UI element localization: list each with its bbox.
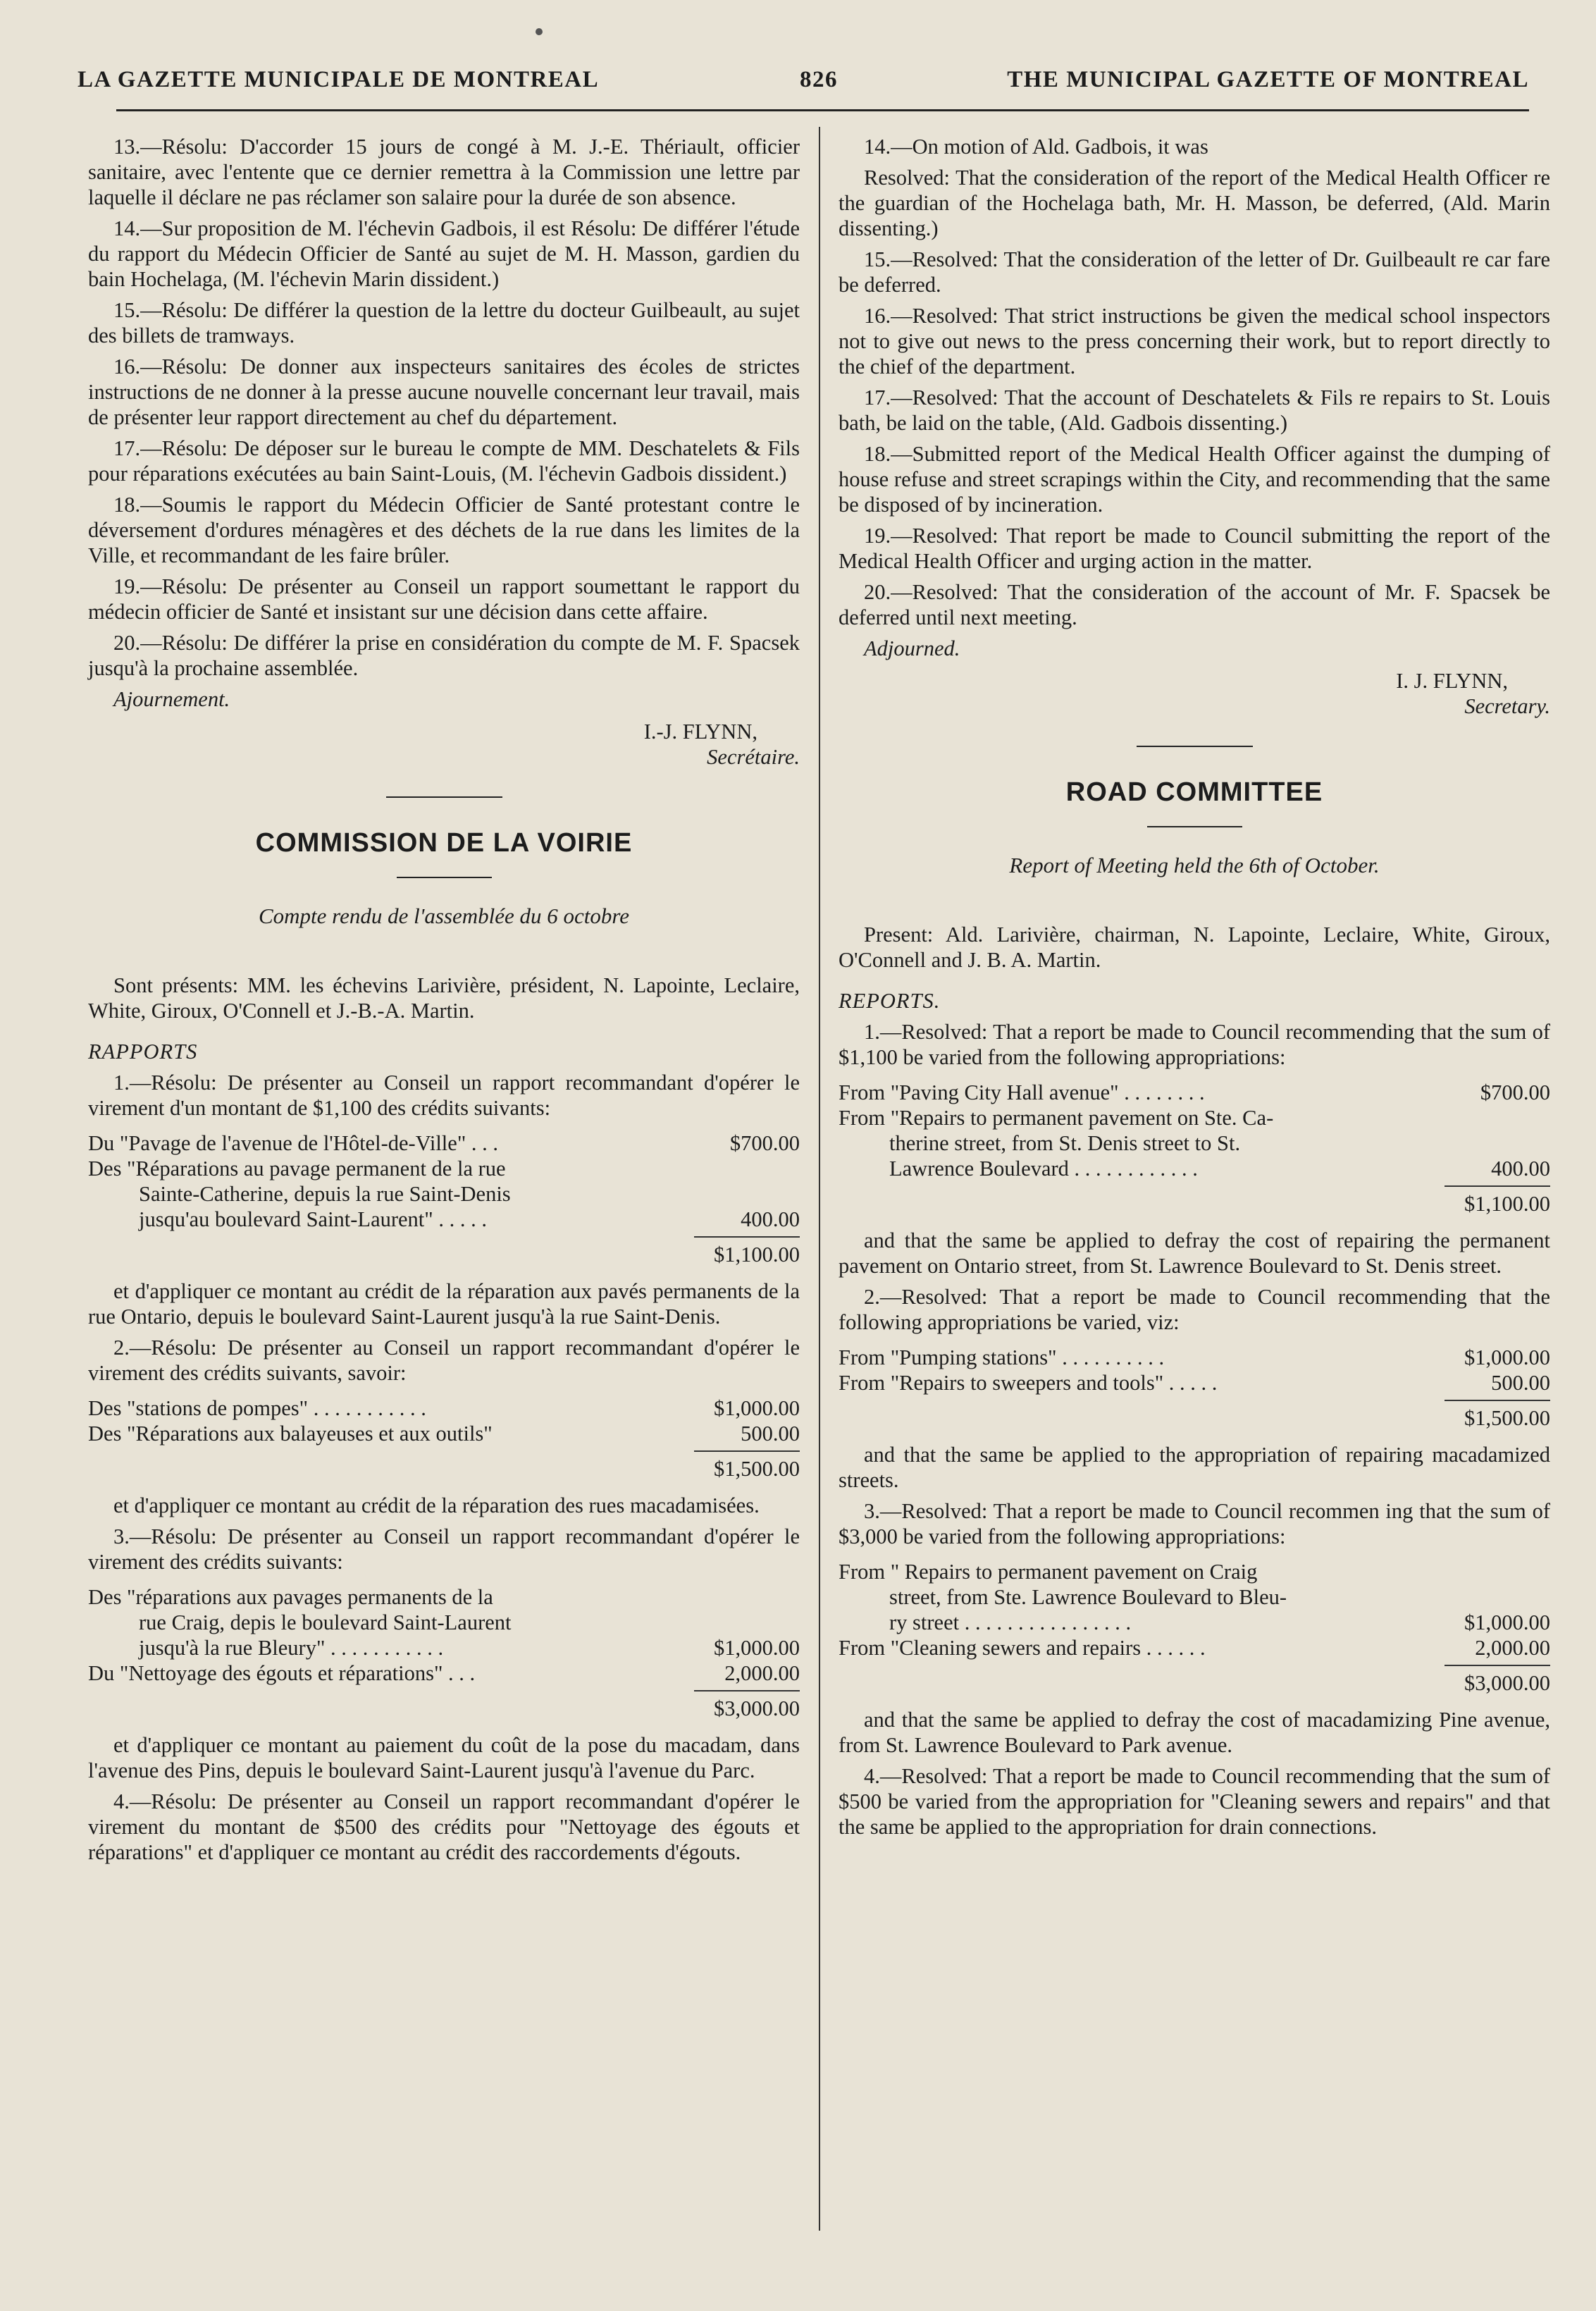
appropriation-ledger — [839, 1080, 1550, 1216]
ledger-item: Des "stations de pompes" . . . . . . . . . . . — [88, 1396, 426, 1420]
section-heading: COMMISSION DE LA VOIRIE — [255, 828, 633, 858]
paragraph: 19.—Résolu: De présenter au Conseil un rapport soumettant le rapport du médecin officier de Santé et insistant sur une décision dans cette affaire. — [88, 574, 800, 624]
meeting-subheading: Report of Meeting held the 6th of October. — [1009, 853, 1380, 877]
ledger-item: From "Repairs to permanent pavement on Ste. Ca- — [839, 1106, 1274, 1130]
ledger-amount: $1,000.00 — [1464, 1610, 1550, 1634]
ledger-row — [88, 1130, 800, 1156]
page-number: 826 — [800, 67, 838, 92]
paragraph: 15.—Résolu: De différer la question de la lettre du docteur Guilbeault, au sujet des billets de tramways. — [88, 298, 800, 347]
ledger-row — [88, 1610, 800, 1635]
resolution: 1.—Résolu: De présenter au Conseil un rapport recommandant d'opérer le virement d'un montant de $1,100 des crédits suivants: — [88, 1071, 800, 1120]
ledger-total: $1,500.00 — [1464, 1406, 1550, 1430]
ledger-row — [839, 1105, 1550, 1130]
attendance: Present: Ald. Larivière, chairman, N. Lapointe, Leclaire, White, Giroux, O'Connell and J. B. A. Martin. — [839, 923, 1550, 972]
paragraph: 18.—Submitted report of the Medical Health Officer against the dumping of house refuse and street scrapings within the City, and recommending that the same be disposed of by incineration. — [839, 442, 1550, 517]
french-column — [88, 134, 800, 1871]
ledger-total: $3,000.00 — [714, 1696, 800, 1720]
english-column — [839, 134, 1550, 1845]
ledger-item: jusqu'à la rue Bleury" . . . . . . . . . . . — [139, 1636, 444, 1660]
signature — [88, 719, 800, 770]
ledger-item: rue Craig, depis le boulevard Saint-Laurent — [139, 1610, 512, 1634]
paragraph: 20.—Résolu: De différer la prise en considération du compte de M. F. Spacsek jusqu'à la prochaine assemblée. — [88, 631, 800, 680]
ledger-row — [839, 1559, 1550, 1584]
ledger-item: From " Repairs to permanent pavement on Craig — [839, 1560, 1258, 1584]
appropriation-ledger — [839, 1559, 1550, 1696]
heading-rule — [397, 877, 492, 878]
heading-rule — [1147, 826, 1242, 827]
total-rule — [1445, 1185, 1550, 1187]
paragraph: and that the same be applied to defray the cost of macadamizing Pine avenue, from St. Lawrence Boulevard to Park avenue. — [839, 1708, 1550, 1757]
paragraph: and that the same be applied to defray the cost of repairing the permanent pavement on Ontario street, from St. Lawrence Boulevard to St. Denis street. — [839, 1228, 1550, 1278]
ledger-item: From "Paving City Hall avenue" . . . . . . . . — [839, 1080, 1205, 1104]
ledger-total: $3,000.00 — [1464, 1671, 1550, 1695]
ink-dot — [536, 28, 543, 35]
paragraph: 16.—Resolved: That strict instructions be given the medical school inspectors not to give out news to the press concerning their work, but to report directly to the chief of the department. — [839, 304, 1550, 378]
ledger-item: therine street, from St. Denis street to St. — [889, 1131, 1241, 1155]
section-rule — [1137, 746, 1253, 747]
ledger-amount: 400.00 — [741, 1207, 800, 1231]
paragraph: 15.—Resolved: That the consideration of the letter of Dr. Guilbeault re car fare be deferred. — [839, 247, 1550, 297]
paragraph: 19.—Resolved: That report be made to Council submitting the report of the Medical Health Officer and urging action in the matter. — [839, 524, 1550, 573]
ledger-amount: 400.00 — [1491, 1157, 1550, 1181]
ledger-row — [839, 1080, 1550, 1105]
paragraph: 14.—On motion of Ald. Gadbois, it was — [864, 135, 1208, 159]
ledger-row — [88, 1584, 800, 1610]
ledger-row — [88, 1207, 800, 1232]
paragraph: 20.—Resolved: That the consideration of the account of Mr. F. Spacsek be deferred until next meeting. — [839, 580, 1550, 629]
ledger-item: From "Pumping stations" . . . . . . . . . . — [839, 1345, 1165, 1369]
paragraph: 16.—Résolu: De donner aux inspecteurs sanitaires des écoles de strictes instructions de ne donner à la presse aucune nouvelle concernant leur travail, mais de présenter leur rapport directement au chef du département. — [88, 355, 800, 429]
meeting-subheading: Compte rendu de l'assemblée du 6 octobre — [258, 904, 630, 928]
ledger-item: Lawrence Boulevard . . . . . . . . . . . . — [889, 1157, 1198, 1181]
ledger-row — [839, 1130, 1550, 1156]
header-title-french: LA GAZETTE MUNICIPALE DE MONTREAL — [78, 67, 600, 92]
ledger-row — [839, 1635, 1550, 1660]
ledger-row — [88, 1660, 800, 1686]
appropriation-ledger — [88, 1395, 800, 1481]
ledger-item: Des "Réparations aux balayeuses et aux outils" — [88, 1422, 493, 1446]
resolution: 2.—Résolu: De présenter au Conseil un rapport recommandant d'opérer le virement des crédits suivants, savoir: — [88, 1336, 800, 1385]
ledger-row — [839, 1584, 1550, 1610]
ledger-item: Du "Pavage de l'avenue de l'Hôtel-de-Ville" . . . — [88, 1131, 499, 1155]
resolution: 2.—Resolved: That a report be made to Council recommending that the following appropriations be varied, viz: — [839, 1285, 1550, 1334]
paragraph: 13.—Résolu: D'accorder 15 jours de congé à M. J.-E. Thériault, officier sanitaire, avec l'entente que ce dernier remettra à la Commission une lettre par laquelle il déclare ne pas réclamer son salaire pour la durée de son absence. — [88, 135, 800, 209]
ledger-amount: $700.00 — [1480, 1080, 1550, 1104]
ledger-item: Des "réparations aux pavages permanents de la — [88, 1585, 493, 1609]
header-rule — [116, 109, 1529, 111]
ledger-amount: $1,000.00 — [714, 1636, 800, 1660]
resolution: 4.—Resolved: That a report be made to Council recommending that the sum of $500 be varied from the appropriation for "Cleaning sewers and repairs" and that the same be applied to the appropriation for drain connections. — [839, 1764, 1550, 1839]
paragraph: et d'appliquer ce montant au crédit de la réparation aux pavés permanents de la rue Ontario, depuis le boulevard Saint-Laurent jusqu'à la rue Saint-Denis. — [88, 1279, 800, 1329]
paragraph: 17.—Résolu: De déposer sur le bureau le compte de MM. Deschatelets & Fils pour réparations exécutées au bain Saint-Louis, (M. l'échevin Gadbois dissident.) — [88, 436, 800, 486]
total-rule — [694, 1236, 800, 1238]
adjournment: Ajournement. — [113, 687, 230, 711]
ledger-total: $1,500.00 — [714, 1457, 800, 1481]
ledger-item: jusqu'au boulevard Saint-Laurent" . . . . . — [139, 1207, 487, 1231]
resolution: 3.—Résolu: De présenter au Conseil un rapport recommandant d'opérer le virement des crédits suivants: — [88, 1524, 800, 1574]
signature — [839, 668, 1550, 719]
ledger-row — [88, 1156, 800, 1181]
ledger-amount: $1,000.00 — [714, 1396, 800, 1420]
header-title-english: THE MUNICIPAL GAZETTE OF MONTREAL — [1007, 67, 1529, 92]
ledger-row — [88, 1421, 800, 1446]
section-heading: ROAD COMMITTEE — [1065, 777, 1323, 807]
ledger-item: From "Repairs to sweepers and tools" . . . . . — [839, 1371, 1218, 1395]
ledger-row — [88, 1181, 800, 1207]
column-divider — [819, 127, 820, 2231]
ledger-amount: 500.00 — [1491, 1371, 1550, 1395]
signature-name: I. J. FLYNN, — [1396, 669, 1508, 693]
ledger-item: ry street . . . . . . . . . . . . . . . . — [889, 1610, 1132, 1634]
attendance: Sont présents: MM. les échevins Larivière, président, N. Lapointe, Leclaire, White, Giroux, O'Connell et J.-B.-A. Martin. — [88, 973, 800, 1023]
appropriation-ledger — [839, 1345, 1550, 1431]
paragraph: 18.—Soumis le rapport du Médecin Officier de Santé protestant contre le déversement d'ordures ménagères et des déchets de la rue dans les limites de la Ville, et recommandant de les faire brûler. — [88, 493, 800, 567]
resolution: 1.—Resolved: That a report be made to Council recommending that the sum of $1,100 be varied from the following appropriations: — [839, 1020, 1550, 1069]
signature-name: I.-J. FLYNN, — [643, 720, 757, 744]
paragraph: and that the same be applied to the appropriation of repairing macadamized streets. — [839, 1443, 1550, 1492]
total-rule — [694, 1450, 800, 1452]
signature-title: Secretary. — [1464, 694, 1550, 718]
page-header — [78, 67, 1529, 109]
ledger-row — [88, 1635, 800, 1660]
paragraph: Resolved: That the consideration of the report of the Medical Health Officer re the guardian of the Hochelaga bath, Mr. H. Masson, be deferred, (Ald. Marin dissenting.) — [839, 166, 1550, 240]
paragraph: et d'appliquer ce montant au crédit de la réparation des rues macadamisées. — [113, 1493, 760, 1517]
ledger-row — [839, 1370, 1550, 1395]
ledger-item: street, from Ste. Lawrence Boulevard to Bleu- — [889, 1585, 1287, 1609]
ledger-row — [839, 1156, 1550, 1181]
ledger-total: $1,100.00 — [1464, 1192, 1550, 1216]
ledger-item: Des "Réparations au pavage permanent de la rue — [88, 1157, 506, 1181]
ledger-item: Sainte-Catherine, depuis la rue Saint-Denis — [139, 1182, 511, 1206]
ledger-amount: $1,000.00 — [1464, 1345, 1550, 1369]
total-rule — [694, 1690, 800, 1691]
ledger-item: From "Cleaning sewers and repairs . . . . . . — [839, 1636, 1206, 1660]
reports-label: RAPPORTS — [88, 1040, 198, 1064]
ledger-total: $1,100.00 — [714, 1243, 800, 1267]
ledger-amount: 500.00 — [741, 1422, 800, 1446]
paragraph: 17.—Resolved: That the account of Deschatelets & Fils re repairs to St. Louis bath, be laid on the table, (Ald. Gadbois dissenting.) — [839, 386, 1550, 435]
appropriation-ledger — [88, 1584, 800, 1721]
ledger-row — [839, 1345, 1550, 1370]
ledger-row — [88, 1395, 800, 1421]
reports-label: REPORTS. — [839, 989, 941, 1013]
paragraph: 14.—Sur proposition de M. l'échevin Gadbois, il est Résolu: De différer l'étude du rapport du Médecin Officier de Santé au sujet de M. H. Masson, gardien du bain Hochelaga, (M. l'échevin Marin dissident.) — [88, 216, 800, 291]
ledger-item: Du "Nettoyage des égouts et réparations" . . . — [88, 1661, 476, 1685]
adjournment: Adjourned. — [864, 636, 960, 660]
appropriation-ledger — [88, 1130, 800, 1267]
signature-title: Secrétaire. — [707, 745, 800, 769]
ledger-amount: 2,000.00 — [724, 1661, 800, 1685]
ledger-amount: 2,000.00 — [1475, 1636, 1550, 1660]
ledger-amount: $700.00 — [729, 1131, 800, 1155]
resolution: 3.—Resolved: That a report be made to Council recommen ing that the sum of $3,000 be varied from the following appropriations: — [839, 1499, 1550, 1548]
total-rule — [1445, 1665, 1550, 1666]
resolution: 4.—Résolu: De présenter au Conseil un rapport recommandant d'opérer le virement du montant de $500 des crédits pour "Nettoyage des égouts et réparations" et d'appliquer ce montant au crédit des raccordements d'égouts. — [88, 1789, 800, 1864]
section-rule — [386, 796, 502, 798]
paragraph: et d'appliquer ce montant au paiement du coût de la pose du macadam, dans l'avenue des Pins, depuis le boulevard Saint-Laurent jusqu'à l'avenue du Parc. — [88, 1733, 800, 1782]
total-rule — [1445, 1400, 1550, 1401]
ledger-row — [839, 1610, 1550, 1635]
